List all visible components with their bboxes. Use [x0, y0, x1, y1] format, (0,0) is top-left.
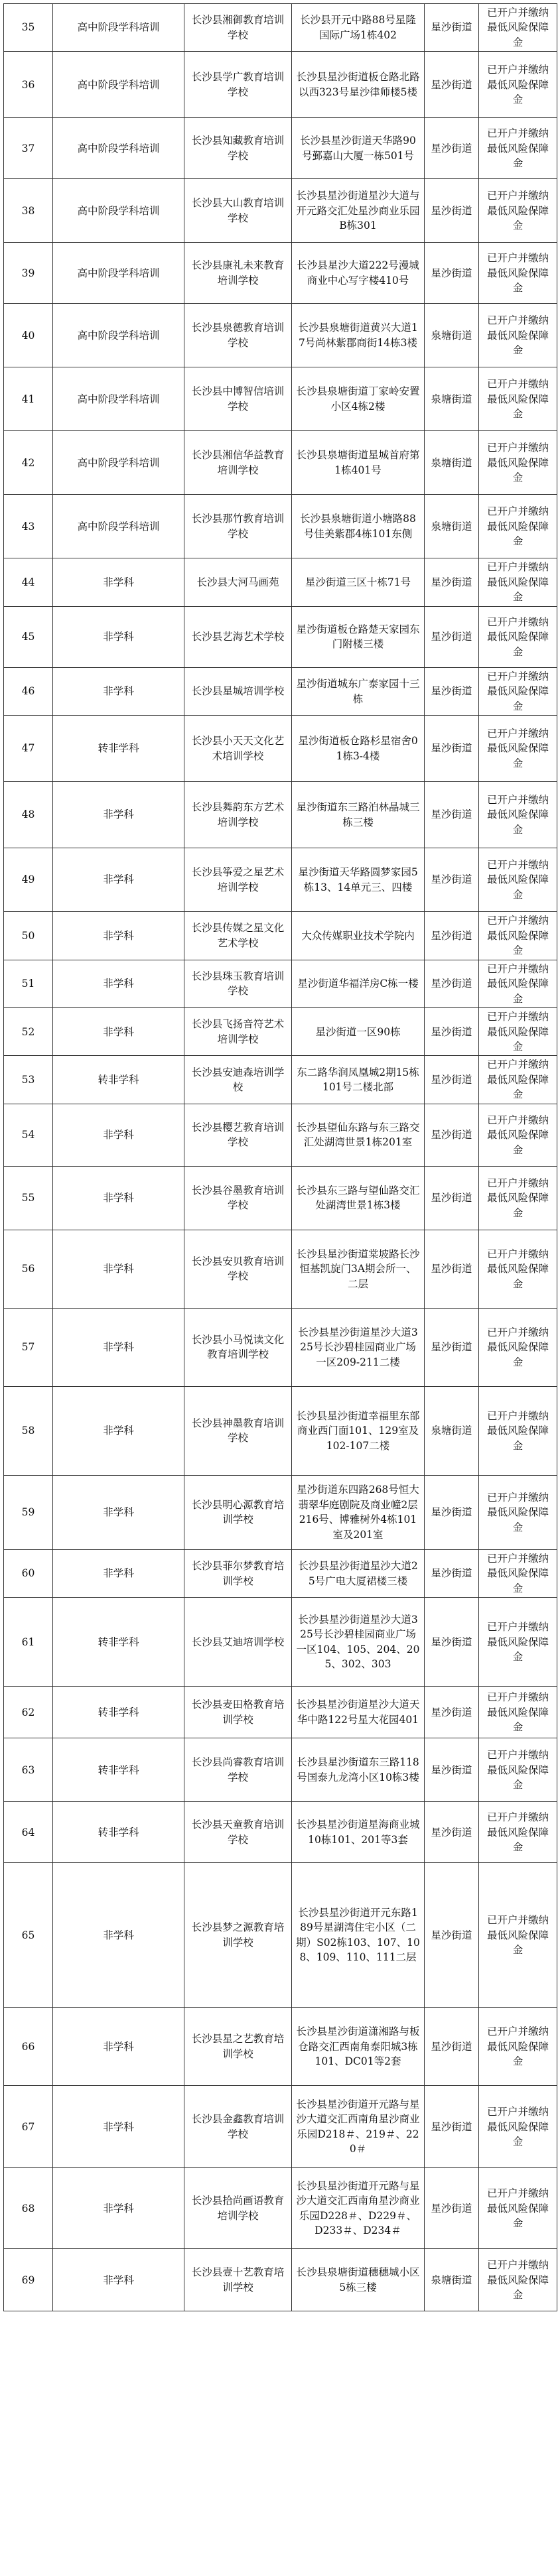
table-row	[4, 4, 557, 52]
table-row	[4, 1008, 557, 1056]
table-body	[4, 4, 557, 2311]
deposit-status: 已开户并缴纳最低风险保障金	[479, 1863, 557, 2008]
street-name: 星沙街道	[425, 1166, 479, 1230]
institution-name: 长沙县星之艺教育培训学校	[184, 2008, 292, 2086]
street-name: 星沙街道	[425, 960, 479, 1007]
institution-address: 长沙县泉塘街道小塘路88号佳美紫郡4栋101东侧	[292, 495, 425, 558]
institution-address: 星沙街道天华路圆梦家园5栋13、14单元三、四楼	[292, 848, 425, 912]
institution-name: 长沙县大河马画苑	[184, 558, 292, 606]
training-type: 非学科	[53, 1230, 184, 1308]
table-row	[4, 1056, 557, 1104]
institution-address: 大众传媒职业技术学院内	[292, 912, 425, 960]
institution-name: 长沙县学广教育培训学校	[184, 52, 292, 118]
street-name: 星沙街道	[425, 1475, 479, 1549]
institution-table	[3, 3, 557, 2311]
deposit-status: 已开户并缴纳最低风险保障金	[479, 1008, 557, 1056]
street-name: 星沙街道	[425, 912, 479, 960]
training-type: 高中阶段学科培训	[53, 304, 184, 367]
street-name: 星沙街道	[425, 1802, 479, 1863]
row-number: 41	[4, 367, 53, 431]
institution-name: 长沙县神墨教育培训学校	[184, 1386, 292, 1475]
institution-address: 长沙县星沙街道开元路与星沙大道交汇西南角星沙商业乐园D218＃、219＃、220＃	[292, 2086, 425, 2168]
institution-address: 星沙街道板仓路楚天家园东门附楼三楼	[292, 606, 425, 667]
street-name: 星沙街道	[425, 1863, 479, 2008]
deposit-status: 已开户并缴纳最低风险保障金	[479, 243, 557, 304]
institution-address: 长沙县星沙街道星沙大道325号长沙碧桂园商业广场一区104、105、204、205、302、303	[292, 1598, 425, 1687]
street-name: 星沙街道	[425, 1008, 479, 1056]
table-row	[4, 2086, 557, 2168]
deposit-status: 已开户并缴纳最低风险保障金	[479, 1598, 557, 1687]
deposit-status: 已开户并缴纳最低风险保障金	[479, 2168, 557, 2249]
street-name: 星沙街道	[425, 52, 479, 118]
institution-name: 长沙县大山教育培训学校	[184, 179, 292, 243]
table-row	[4, 2249, 557, 2311]
row-number: 38	[4, 179, 53, 243]
institution-name: 长沙县安迪森培训学校	[184, 1056, 292, 1104]
row-number: 35	[4, 4, 53, 52]
institution-address: 长沙县星沙街道棠坡路长沙恒基凯旋门3A期会所一、二层	[292, 1230, 425, 1308]
deposit-status: 已开户并缴纳最低风险保障金	[479, 1738, 557, 1802]
street-name: 星沙街道	[425, 1549, 479, 1597]
street-name: 星沙街道	[425, 716, 479, 782]
table-row	[4, 1308, 557, 1386]
institution-address: 星沙街道城东广泰家园十三栋	[292, 667, 425, 715]
institution-address: 长沙县星沙街道开元路与星沙大道交汇西南角星沙商业乐园D228＃、D229＃、D233＃、D234＃	[292, 2168, 425, 2249]
institution-address: 长沙县星沙街道星沙大道325号长沙碧桂园商业广场一区209-211二楼	[292, 1308, 425, 1386]
row-number: 50	[4, 912, 53, 960]
training-type: 转非学科	[53, 716, 184, 782]
institution-name: 长沙县艺海艺术学校	[184, 606, 292, 667]
deposit-status: 已开户并缴纳最低风险保障金	[479, 495, 557, 558]
table-row	[4, 1738, 557, 1802]
deposit-status: 已开户并缴纳最低风险保障金	[479, 606, 557, 667]
institution-address: 长沙县星沙街道星沙大道25号广电大厦裙楼三楼	[292, 1549, 425, 1597]
institution-name: 长沙县那竹教育培训学校	[184, 495, 292, 558]
table-row	[4, 304, 557, 367]
row-number: 57	[4, 1308, 53, 1386]
training-type: 高中阶段学科培训	[53, 179, 184, 243]
deposit-status: 已开户并缴纳最低风险保障金	[479, 304, 557, 367]
street-name: 星沙街道	[425, 1598, 479, 1687]
table-row	[4, 848, 557, 912]
table-row	[4, 1104, 557, 1166]
street-name: 星沙街道	[425, 606, 479, 667]
deposit-status: 已开户并缴纳最低风险保障金	[479, 558, 557, 606]
table-row	[4, 667, 557, 715]
row-number: 55	[4, 1166, 53, 1230]
deposit-status: 已开户并缴纳最低风险保障金	[479, 848, 557, 912]
row-number: 40	[4, 304, 53, 367]
street-name: 星沙街道	[425, 848, 479, 912]
institution-address: 星沙街道板仓路杉星宿舍01栋3-4楼	[292, 716, 425, 782]
deposit-status: 已开户并缴纳最低风险保障金	[479, 667, 557, 715]
row-number: 42	[4, 431, 53, 495]
deposit-status: 已开户并缴纳最低风险保障金	[479, 367, 557, 431]
training-type: 非学科	[53, 1475, 184, 1549]
deposit-status: 已开户并缴纳最低风险保障金	[479, 1687, 557, 1738]
training-type: 高中阶段学科培训	[53, 4, 184, 52]
training-type: 非学科	[53, 960, 184, 1007]
street-name: 星沙街道	[425, 1230, 479, 1308]
deposit-status: 已开户并缴纳最低风险保障金	[479, 1230, 557, 1308]
street-name: 星沙街道	[425, 1308, 479, 1386]
street-name: 星沙街道	[425, 118, 479, 179]
deposit-status: 已开户并缴纳最低风险保障金	[479, 1056, 557, 1104]
institution-name: 长沙县梦之源教育培训学校	[184, 1863, 292, 2008]
row-number: 60	[4, 1549, 53, 1597]
institution-address: 长沙县星沙街道幸福里东部商业西门面101、129室及102-107二楼	[292, 1386, 425, 1475]
institution-address: 长沙县东三路与望仙路交汇处湖湾世景1栋3楼	[292, 1166, 425, 1230]
institution-address: 星沙街道东四路268号恒大翡翠华庭剧院及商业幢2层216号、博雅树外4栋101室及201室	[292, 1475, 425, 1549]
institution-address: 星沙街道东三路泊林晶城三栋三楼	[292, 782, 425, 848]
training-type: 高中阶段学科培训	[53, 431, 184, 495]
training-type: 非学科	[53, 667, 184, 715]
table-row	[4, 431, 557, 495]
institution-address: 星沙街道华福洋房C栋一楼	[292, 960, 425, 1007]
street-name: 泉塘街道	[425, 2249, 479, 2311]
row-number: 52	[4, 1008, 53, 1056]
row-number: 43	[4, 495, 53, 558]
institution-name: 长沙县金鑫教育培训学校	[184, 2086, 292, 2168]
training-type: 非学科	[53, 912, 184, 960]
table-row	[4, 243, 557, 304]
table-row	[4, 179, 557, 243]
institution-address: 长沙县泉塘街道星城首府第1栋401号	[292, 431, 425, 495]
street-name: 星沙街道	[425, 1056, 479, 1104]
institution-name: 长沙县星城培训学校	[184, 667, 292, 715]
institution-name: 长沙县艾迪培训学校	[184, 1598, 292, 1687]
institution-name: 长沙县湘御教育培训学校	[184, 4, 292, 52]
table-row	[4, 716, 557, 782]
table-row	[4, 1230, 557, 1308]
row-number: 59	[4, 1475, 53, 1549]
table-row	[4, 1802, 557, 1863]
street-name: 泉塘街道	[425, 431, 479, 495]
institution-name: 长沙县拾尚画语教育培训学校	[184, 2168, 292, 2249]
institution-name: 长沙县中博智信培训学校	[184, 367, 292, 431]
deposit-status: 已开户并缴纳最低风险保障金	[479, 782, 557, 848]
row-number: 39	[4, 243, 53, 304]
table-row	[4, 367, 557, 431]
institution-address: 长沙县泉塘街道穗穗城小区5栋三楼	[292, 2249, 425, 2311]
street-name: 泉塘街道	[425, 495, 479, 558]
row-number: 46	[4, 667, 53, 715]
deposit-status: 已开户并缴纳最低风险保障金	[479, 118, 557, 179]
deposit-status: 已开户并缴纳最低风险保障金	[479, 1386, 557, 1475]
institution-address: 长沙县星沙街道天华路90号鄞嘉山大厦一栋501号	[292, 118, 425, 179]
institution-address: 长沙县星沙街道东三路118号国泰九龙湾小区10栋3楼	[292, 1738, 425, 1802]
table-row	[4, 2008, 557, 2086]
deposit-status: 已开户并缴纳最低风险保障金	[479, 179, 557, 243]
institution-name: 长沙县康礼未来教育培训学校	[184, 243, 292, 304]
institution-address: 长沙县望仙东路与东三路交汇处湖湾世景1栋201室	[292, 1104, 425, 1166]
street-name: 星沙街道	[425, 1687, 479, 1738]
training-type: 非学科	[53, 1008, 184, 1056]
training-type: 转非学科	[53, 1802, 184, 1863]
institution-address: 长沙县星沙街道开元东路189号星湖湾住宅小区（二期）S02栋103、107、108、109、110、111二层	[292, 1863, 425, 2008]
table-row	[4, 1475, 557, 1549]
street-name: 星沙街道	[425, 243, 479, 304]
institution-name: 长沙县麦田格教育培训学校	[184, 1687, 292, 1738]
institution-name: 长沙县天童教育培训学校	[184, 1802, 292, 1863]
table-row	[4, 912, 557, 960]
institution-name: 长沙县菲尔梦教育培训学校	[184, 1549, 292, 1597]
row-number: 48	[4, 782, 53, 848]
institution-address: 东二路华润凤凰城2期15栋101号二楼北部	[292, 1056, 425, 1104]
table-row	[4, 2168, 557, 2249]
table-row	[4, 118, 557, 179]
row-number: 66	[4, 2008, 53, 2086]
institution-name: 长沙县小马悦读文化教育培训学校	[184, 1308, 292, 1386]
row-number: 53	[4, 1056, 53, 1104]
table-row	[4, 495, 557, 558]
training-type: 非学科	[53, 2008, 184, 2086]
row-number: 69	[4, 2249, 53, 2311]
deposit-status: 已开户并缴纳最低风险保障金	[479, 1549, 557, 1597]
training-type: 转非学科	[53, 1687, 184, 1738]
deposit-status: 已开户并缴纳最低风险保障金	[479, 2249, 557, 2311]
table-row	[4, 1386, 557, 1475]
training-type: 非学科	[53, 2168, 184, 2249]
institution-name: 长沙县湘信华益教育培训学校	[184, 431, 292, 495]
deposit-status: 已开户并缴纳最低风险保障金	[479, 2086, 557, 2168]
row-number: 49	[4, 848, 53, 912]
institution-address: 长沙县星沙街道板仓路北路以西323号星沙律师楼5楼	[292, 52, 425, 118]
training-type: 非学科	[53, 1863, 184, 2008]
institution-name: 长沙县飞扬音符艺术培训学校	[184, 1008, 292, 1056]
institution-name: 长沙县尚睿教育培训学校	[184, 1738, 292, 1802]
training-type: 转非学科	[53, 1738, 184, 1802]
row-number: 64	[4, 1802, 53, 1863]
deposit-status: 已开户并缴纳最低风险保障金	[479, 1475, 557, 1549]
institution-name: 长沙县安贝教育培训学校	[184, 1230, 292, 1308]
table-row	[4, 52, 557, 118]
deposit-status: 已开户并缴纳最低风险保障金	[479, 431, 557, 495]
row-number: 44	[4, 558, 53, 606]
street-name: 星沙街道	[425, 667, 479, 715]
institution-address: 星沙街道一区90栋	[292, 1008, 425, 1056]
institution-name: 长沙县壹十艺教育培训学校	[184, 2249, 292, 2311]
training-type: 非学科	[53, 1104, 184, 1166]
training-type: 非学科	[53, 2086, 184, 2168]
institution-name: 长沙县筝爱之星艺术培训学校	[184, 848, 292, 912]
street-name: 星沙街道	[425, 2168, 479, 2249]
row-number: 67	[4, 2086, 53, 2168]
deposit-status: 已开户并缴纳最低风险保障金	[479, 2008, 557, 2086]
deposit-status: 已开户并缴纳最低风险保障金	[479, 52, 557, 118]
table-row	[4, 960, 557, 1007]
training-type: 转非学科	[53, 1056, 184, 1104]
street-name: 星沙街道	[425, 782, 479, 848]
deposit-status: 已开户并缴纳最低风险保障金	[479, 1802, 557, 1863]
training-type: 非学科	[53, 1549, 184, 1597]
table-row	[4, 1863, 557, 2008]
institution-name: 长沙县明心源教育培训学校	[184, 1475, 292, 1549]
institution-name: 长沙县传媒之星文化艺术学校	[184, 912, 292, 960]
deposit-status: 已开户并缴纳最低风险保障金	[479, 912, 557, 960]
training-type: 非学科	[53, 1308, 184, 1386]
training-type: 高中阶段学科培训	[53, 52, 184, 118]
training-type: 高中阶段学科培训	[53, 495, 184, 558]
training-type: 非学科	[53, 2249, 184, 2311]
training-type: 高中阶段学科培训	[53, 367, 184, 431]
street-name: 星沙街道	[425, 2086, 479, 2168]
training-type: 非学科	[53, 1386, 184, 1475]
deposit-status: 已开户并缴纳最低风险保障金	[479, 4, 557, 52]
training-type: 非学科	[53, 782, 184, 848]
deposit-status: 已开户并缴纳最低风险保障金	[479, 1308, 557, 1386]
training-type: 高中阶段学科培训	[53, 118, 184, 179]
institution-address: 长沙县星沙街道潇湘路与板仓路交汇西南角泰阳城3栋101、DC01等2套	[292, 2008, 425, 2086]
institution-name: 长沙县泉德教育培训学校	[184, 304, 292, 367]
deposit-status: 已开户并缴纳最低风险保障金	[479, 716, 557, 782]
street-name: 泉塘街道	[425, 304, 479, 367]
institution-address: 长沙县星沙街道星沙大道天华中路122号星大花园401	[292, 1687, 425, 1738]
row-number: 62	[4, 1687, 53, 1738]
row-number: 58	[4, 1386, 53, 1475]
institution-name: 长沙县小天天文化艺术培训学校	[184, 716, 292, 782]
row-number: 54	[4, 1104, 53, 1166]
street-name: 泉塘街道	[425, 367, 479, 431]
table-row	[4, 782, 557, 848]
institution-address: 长沙县泉塘街道黄兴大道17号尚林紫郡商街14栋3楼	[292, 304, 425, 367]
table-row	[4, 1166, 557, 1230]
row-number: 61	[4, 1598, 53, 1687]
training-type: 非学科	[53, 606, 184, 667]
row-number: 51	[4, 960, 53, 1007]
street-name: 星沙街道	[425, 4, 479, 52]
street-name: 星沙街道	[425, 1738, 479, 1802]
row-number: 65	[4, 1863, 53, 2008]
street-name: 星沙街道	[425, 558, 479, 606]
table-row	[4, 606, 557, 667]
institution-name: 长沙县知藏教育培训学校	[184, 118, 292, 179]
row-number: 47	[4, 716, 53, 782]
institution-address: 长沙县星沙大道222号漫城商业中心写字楼410号	[292, 243, 425, 304]
deposit-status: 已开户并缴纳最低风险保障金	[479, 1104, 557, 1166]
table-row	[4, 1549, 557, 1597]
row-number: 56	[4, 1230, 53, 1308]
row-number: 63	[4, 1738, 53, 1802]
street-name: 泉塘街道	[425, 1386, 479, 1475]
street-name: 星沙街道	[425, 179, 479, 243]
row-number: 37	[4, 118, 53, 179]
training-type: 非学科	[53, 558, 184, 606]
deposit-status: 已开户并缴纳最低风险保障金	[479, 1166, 557, 1230]
institution-address: 长沙县开元中路88号星隆国际广场1栋402	[292, 4, 425, 52]
institution-address: 长沙县星沙街道星海商业城10栋101、201等3套	[292, 1802, 425, 1863]
street-name: 星沙街道	[425, 2008, 479, 2086]
institution-name: 长沙县樱艺教育培训学校	[184, 1104, 292, 1166]
training-type: 转非学科	[53, 1598, 184, 1687]
institution-address: 长沙县星沙街道星沙大道与开元路交汇处星沙商业乐园B栋301	[292, 179, 425, 243]
street-name: 星沙街道	[425, 1104, 479, 1166]
institution-address: 长沙县泉塘街道丁家岭安置小区4栋2楼	[292, 367, 425, 431]
training-type: 非学科	[53, 848, 184, 912]
table-row	[4, 1598, 557, 1687]
table-row	[4, 558, 557, 606]
row-number: 45	[4, 606, 53, 667]
table-row	[4, 1687, 557, 1738]
training-type: 非学科	[53, 1166, 184, 1230]
institution-name: 长沙县舞韵东方艺术培训学校	[184, 782, 292, 848]
institution-address: 星沙街道三区十栋71号	[292, 558, 425, 606]
training-type: 高中阶段学科培训	[53, 243, 184, 304]
row-number: 36	[4, 52, 53, 118]
row-number: 68	[4, 2168, 53, 2249]
institution-name: 长沙县谷墨教育培训学校	[184, 1166, 292, 1230]
deposit-status: 已开户并缴纳最低风险保障金	[479, 960, 557, 1007]
institution-name: 长沙县珠玉教育培训学校	[184, 960, 292, 1007]
